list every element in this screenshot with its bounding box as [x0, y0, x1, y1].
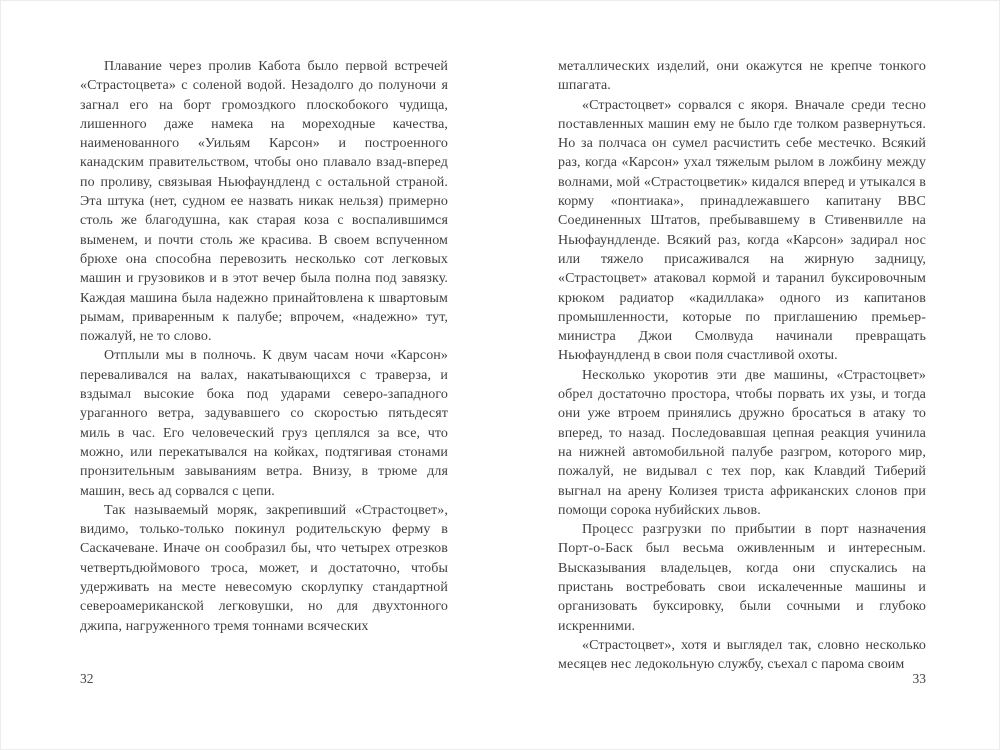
paragraph: Так называемый моряк, закрепивший «Страстоцвет», видимо, только-только покинул родительскую ферму в Саскачеване. Иначе он сообразил бы, что четырех отрезков четвертьдюймового троса, может, и достаточно, чтобы удерживать на месте невесомую скорлупку стандартной североамериканской легковушки, но для двухтонного джипа, нагруженного тремя тоннами всяческих	[80, 502, 448, 634]
page-left-text-column	[80, 57, 448, 636]
paragraph: Отплыли мы в полночь. К двум часам ночи «Карсон» переваливался на валах, накатывающихся с траверза, и вздымал высокие бока под ударами северо-западного ураганного ветра, задувавшего со скоростью пятьдесят миль в час. Его человеческий груз цеплялся за все, что можно, или перекатывался на койках, подтягивая стонами пронзительным завываниям ветра. Внизу, в трюме для машин, весь ад сорвался с цепи.	[80, 348, 448, 499]
page-right-text-column	[558, 57, 926, 675]
paragraph-continuation: металлических изделий, они окажутся не крепче тонкого шпагата.	[558, 59, 926, 94]
paragraph: «Страстоцвет» сорвался с якоря. Вначале среди тесно поставленных машин ему не было где толком развернуться. Но за полчаса он сумел расчистить себе местечко. Всякий раз, когда «Карсон» ухал тяжелым рылом в ложбину между волнами, мой «Страстоцветик» кидался вперед и утыкался в корму «понтиака», принадлежавшего капитану ВВС Соединенных Штатов, пребывавшему в Стивенвилле на Ньюфаундленде. Всякий раз, когда «Карсон» задирал нос или тяжело присаживался на жирную задницу, «Страстоцвет» атаковал кормой и таранил буксировочным крюком радиатор «кадиллака» одного из капитанов промышленности, которые по приглашению премьер-министра Джои Смолвуда начинали превращать Ньюфаундленд в свои поля счастливой охоты.	[558, 97, 926, 364]
paragraph: Несколько укоротив эти две машины, «Страстоцвет» обрел достаточно простора, чтобы порвать их узы, и тогда они уже втроем принялись дружно бросаться в атаку то вперед, то назад. Последовавшая цепная реакция учинила на нижней автомобильной палубе разгром, которого мир, пожалуй, не видывал с тех пор, как Клавдий Тиберий выгнал на арену Колизея триста африканских слонов при помощи сорока нубийских львов.	[558, 367, 926, 518]
paragraph: Плавание через пролив Кабота было первой встречей «Страстоцвета» с соленой водой. Незадолго до полуночи я загнал его на борт громоздкого плоскобокого чудища, лишенного даже намека на мореходные качества, наименованного «Уильям Карсон» и построенного канадским правительством, чтобы оно плавало взад-вперед по проливу, связывая Ньюфаундленд с остальной страной. Эта штука (нет, судном ее назвать никак нельзя) примерно столь же благодушна, как старая коза с воспалившимся выменем, и почти столь же красива. В своем вспученном брюхе она способна перевозить несколько сот легковых машин и грузовиков и в этот вечер была полна под завязку. Каждая машина была надежно принайтовлена к швартовым рымам, приваренным к палубе; впрочем, «надежно» тут, пожалуй, не то слово.	[80, 59, 448, 345]
page-number-right: 33	[912, 671, 926, 686]
paragraph: Процесс разгрузки по прибытии в порт назначения Порт-о-Баск был весьма оживленным и интересным. Высказывания владельцев, когда они спускались на пристань востребовать свои искалеченные машины и организовать буксировку, были сочными и глубоко искренними.	[558, 522, 926, 634]
page-number-left: 32	[80, 671, 94, 686]
paragraph: «Страстоцвет», хотя и выглядел так, словно несколько месяцев нес ледокольную службу, съехал с парома своим	[558, 637, 926, 673]
